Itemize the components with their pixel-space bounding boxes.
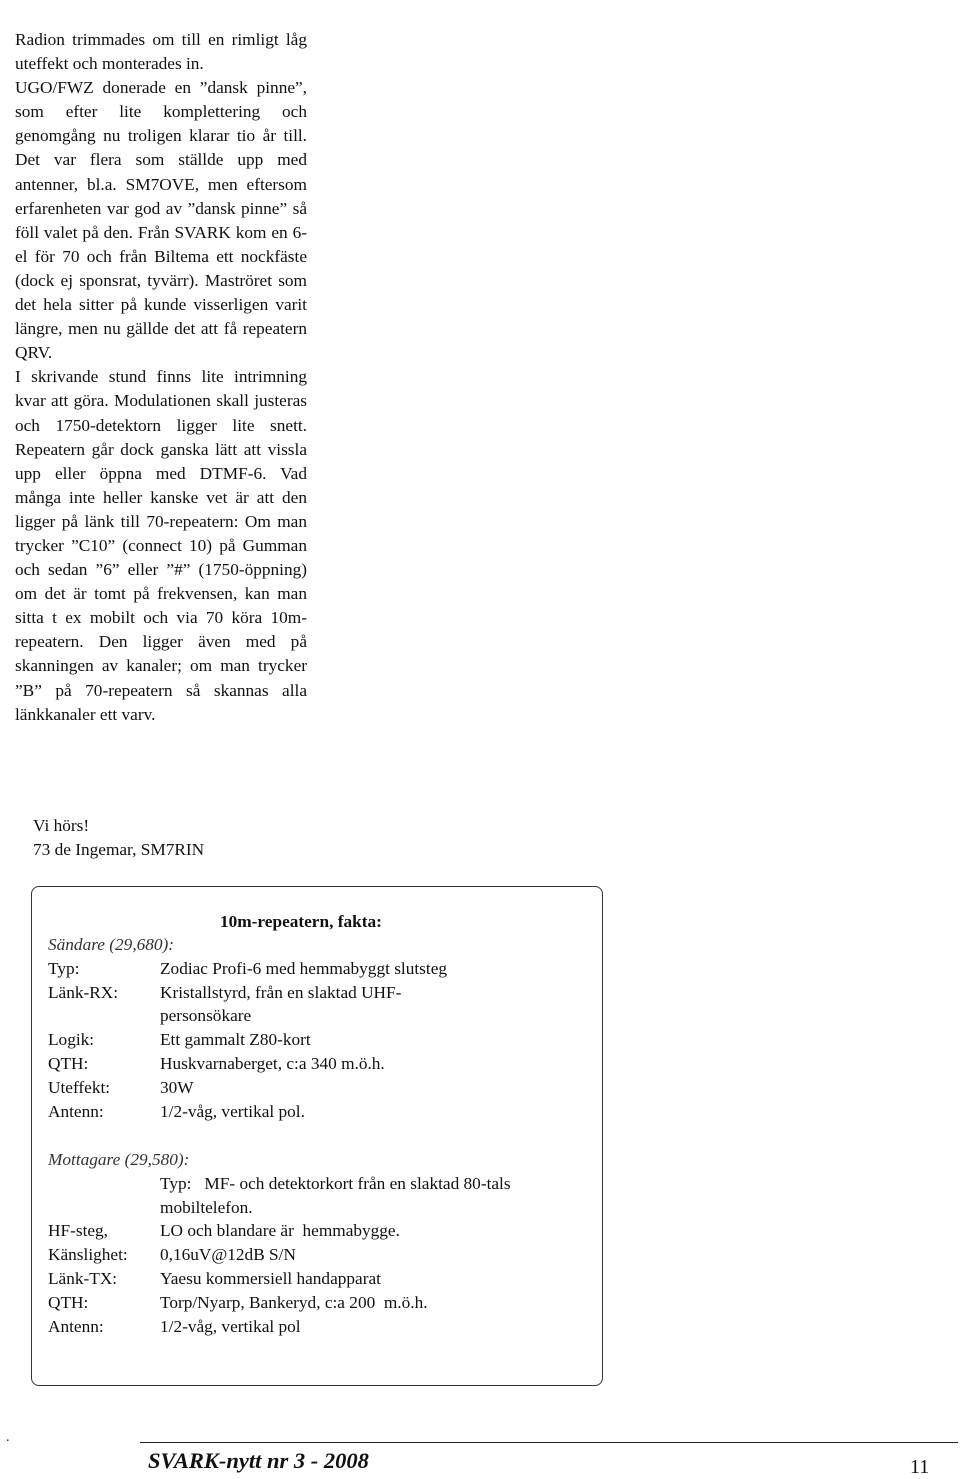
sender-value: 30W — [160, 1077, 194, 1097]
receiver-label: HF-steg, — [48, 1221, 109, 1241]
receiver-label — [48, 1172, 160, 1220]
receiver-row-type — [48, 1172, 592, 1220]
article-paragraph-3: I skrivande stund finns lite intrimning kvar att göra. Modulationen skall justeras och 1750-detektorn ligger lite snett. Repeatern går dock ganska lätt att vissla upp eller öppna med DTMF-6. Vad många inte heller kanske vet är att den ligger på länk till 70-repeatern: Om man trycker ”C10” (connect 10) på Gumman och sedan ”6” eller ”#” (1750-öppning) om det är tomt på frekvensen, kan man sitta t ex mobilt och via 70 köra 10m-repeatern. Den ligger även med på skanningen av kanaler; om man trycker ”B” på 70-repeatern så skannas alla länkkanaler ett varv. — [15, 367, 307, 724]
article-paragraph-1: Radion trimmades om till en rimligt låg uteffekt och monterades in. — [15, 30, 307, 74]
sender-label: Antenn: — [48, 1101, 104, 1121]
article-paragraph-2: UGO/FWZ donerade en ”dansk pinne”, som efter lite komplettering och genomgång nu troligen klarar tio år till. Det var flera som ställde upp med antenner, bl.a. SM7OVE, men eftersom erfarenheten var god av ”dansk pinne” så föll valet på den. Från SVARK kom en 6-el för 70 och från Biltema ett nockfäste (dock ej sponsrat, tyvärr). Maströret som det hela sitter på kunde visserligen varit längre, men nu gällde det att få repeatern QRV. — [15, 78, 307, 363]
receiver-row-antenna — [48, 1315, 592, 1339]
sender-row-type — [48, 957, 592, 981]
signoff-greeting: Vi hörs! — [33, 816, 90, 835]
receiver-label: QTH: — [48, 1292, 89, 1312]
sender-value: 1/2-våg, vertikal pol. — [160, 1101, 305, 1121]
signoff — [33, 814, 204, 862]
sender-row-power — [48, 1076, 592, 1100]
footer-dot: . — [6, 1430, 10, 1445]
sender-label: Uteffekt: — [48, 1077, 111, 1097]
sender-row-qth — [48, 1052, 592, 1076]
sender-section — [48, 933, 592, 1123]
sender-value: Kristallstyrd, från en slaktad UHF-personsökare — [160, 982, 402, 1026]
sender-row-logic — [48, 1028, 592, 1052]
receiver-row-link-tx — [48, 1267, 592, 1291]
receiver-row-sensitivity — [48, 1243, 592, 1267]
footer-page-number: 11 — [910, 1456, 930, 1478]
sender-row-antenna — [48, 1100, 592, 1124]
sender-label: Länk-RX: — [48, 982, 119, 1002]
sender-value: Zodiac Profi-6 med hemmabyggt slutsteg — [160, 958, 448, 978]
sender-label: Typ: — [48, 958, 80, 978]
footer-rule — [140, 1442, 958, 1443]
receiver-row-hf — [48, 1219, 592, 1243]
receiver-value: 0,16uV@12dB S/N — [160, 1245, 296, 1265]
receiver-heading: Mottagare (29,580): — [48, 1150, 190, 1169]
sender-value: Ett gammalt Z80-kort — [160, 1030, 311, 1050]
receiver-label: Känslighet: — [48, 1245, 128, 1265]
receiver-section — [48, 1148, 592, 1338]
footer-publication-title: SVARK-nytt nr 3 - 2008 — [148, 1448, 369, 1473]
sender-value: Huskvarnaberget, c:a 340 m.ö.h. — [160, 1053, 385, 1073]
sender-label: Logik: — [48, 1030, 95, 1050]
receiver-label: Länk-TX: — [48, 1268, 118, 1288]
sender-label: QTH: — [48, 1053, 89, 1073]
receiver-row-qth — [48, 1291, 592, 1315]
signoff-author: 73 de Ingemar, SM7RIN — [33, 840, 205, 859]
fact-box — [31, 886, 603, 1386]
fact-box-title: 10m-repeatern, fakta: — [220, 912, 382, 931]
receiver-value: 1/2-våg, vertikal pol — [160, 1316, 301, 1336]
receiver-value: Yaesu kommersiell handapparat — [160, 1268, 381, 1288]
receiver-label: Antenn: — [48, 1316, 104, 1336]
receiver-value: LO och blandare är hemmabygge. — [160, 1221, 400, 1241]
receiver-value: Torp/Nyarp, Bankeryd, c:a 200 m.ö.h. — [160, 1292, 428, 1312]
article-body — [15, 28, 307, 727]
sender-heading: Sändare (29,680): — [48, 935, 175, 954]
receiver-value: Typ: MF- och detektorkort från en slaktad 80-tals mobiltelefon. — [160, 1173, 515, 1217]
sender-row-link-rx — [48, 981, 592, 1029]
